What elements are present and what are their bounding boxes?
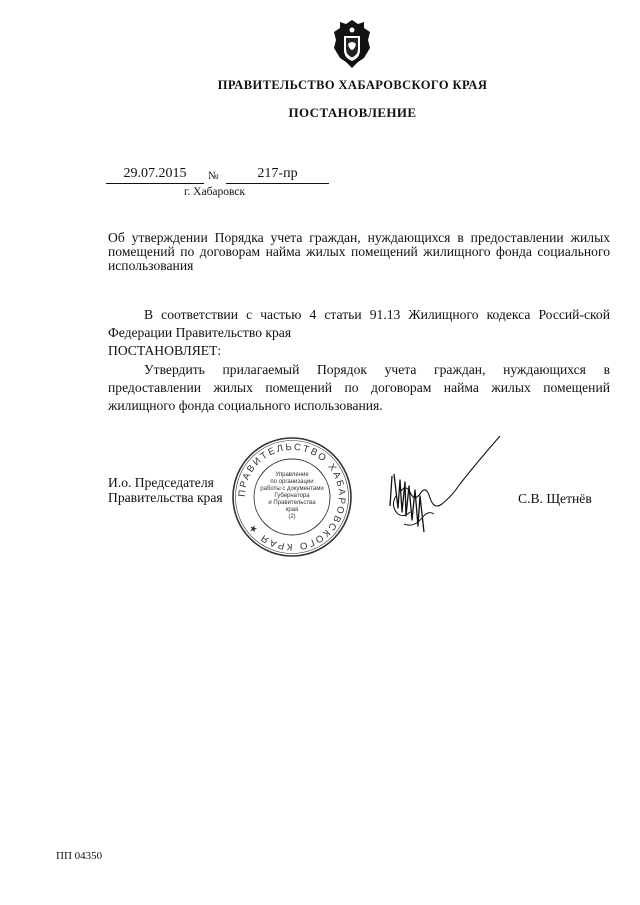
stamp-line: Управление: [275, 472, 309, 478]
document-number: 217-пр: [226, 166, 329, 184]
signer-position-line2: Правительства края: [108, 489, 223, 505]
document-body: [108, 306, 610, 415]
preamble-paragraph: В соответствии с частью 4 статьи 91.13 Жилищного кодекса Россий-ской Федерации Правительство края: [108, 307, 610, 341]
stamp-line: по организации: [270, 479, 314, 485]
khabarovsk-coat-of-arms-icon: [330, 18, 374, 70]
stamp-line: и Правительства: [268, 500, 316, 506]
handwritten-signature: [378, 436, 508, 540]
stamp-line: Губернатора: [274, 493, 310, 499]
city: г. Хабаровск: [184, 186, 246, 198]
number-sign: №: [208, 170, 219, 182]
footer-code: ПП 04350: [56, 850, 103, 862]
resolution-paragraph: Утвердить прилагаемый Порядок учета граждан, нуждающихся в предоставлении жилых помещений по договорам найма жилых помещений жилищного фонда социального использования.: [108, 361, 610, 414]
stamp-line: (2): [288, 514, 296, 520]
signer-position: [108, 476, 223, 505]
signer-name: С.В. Щетнёв: [518, 491, 592, 506]
document-subject: Об утверждении Порядка учета граждан, нуждающихся в предоставлении жилых помещений по договорам найма жилых помещений жилищного фонда социального использования: [108, 230, 610, 273]
government-title: ПРАВИТЕЛЬСТВО ХАБАРОВСКОГО КРАЯ: [217, 78, 488, 92]
document-type: ПОСТАНОВЛЕНИЕ: [288, 105, 417, 120]
stamp-ring-text: ПРАВИТЕЛЬСТВО ХАБАРОВСКОГО КРАЯ ★: [236, 441, 348, 553]
signer-position-line1: И.о. Председателя: [108, 475, 214, 490]
stamp-line: работы с документами: [260, 486, 324, 492]
resolves-heading: ПОСТАНОВЛЯЕТ:: [108, 343, 222, 359]
document-date: 29.07.2015: [106, 166, 204, 184]
official-stamp: [230, 434, 354, 560]
stamp-line: края: [285, 507, 299, 513]
